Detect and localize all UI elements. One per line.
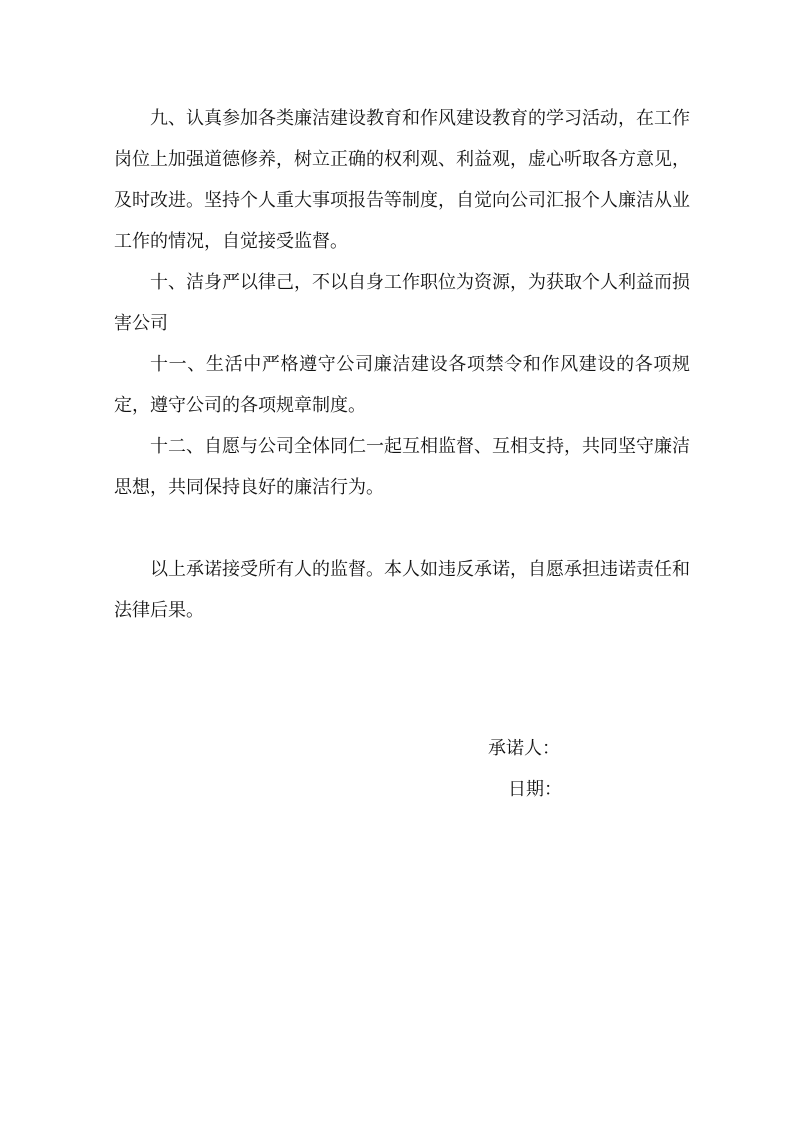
document-body (114, 98, 690, 631)
closing-statement: 以上承诺接受所有人的监督。本人如违反承诺，自愿承担违诺责任和法律后果。 (114, 559, 690, 621)
date-label: 日期： (508, 779, 562, 800)
clause-11: 十一、生活中严格遵守公司廉洁建设各项禁令和作风建设的各项规定，遵守公司的各项规章制度。 (114, 354, 690, 416)
promisor-label: 承诺人： (488, 738, 560, 759)
clause-9: 九、认真参加各类廉洁建设教育和作风建设教育的学习活动，在工作岗位上加强道德修养，树立正确的权利观、利益观，虚心听取各方意见，及时改进。坚持个人重大事项报告等制度，自觉向公司汇报个人廉洁从业工作的情况，自觉接受监督。 (114, 108, 690, 252)
paragraph-spacer (114, 508, 690, 549)
signature-block (488, 728, 688, 810)
clause-10: 十、洁身严以律己，不以自身工作职位为资源，为获取个人利益而损害公司 (114, 272, 690, 334)
clause-12: 十二、自愿与公司全体同仁一起互相监督、互相支持，共同坚守廉洁思想，共同保持良好的廉洁行为。 (114, 436, 690, 498)
